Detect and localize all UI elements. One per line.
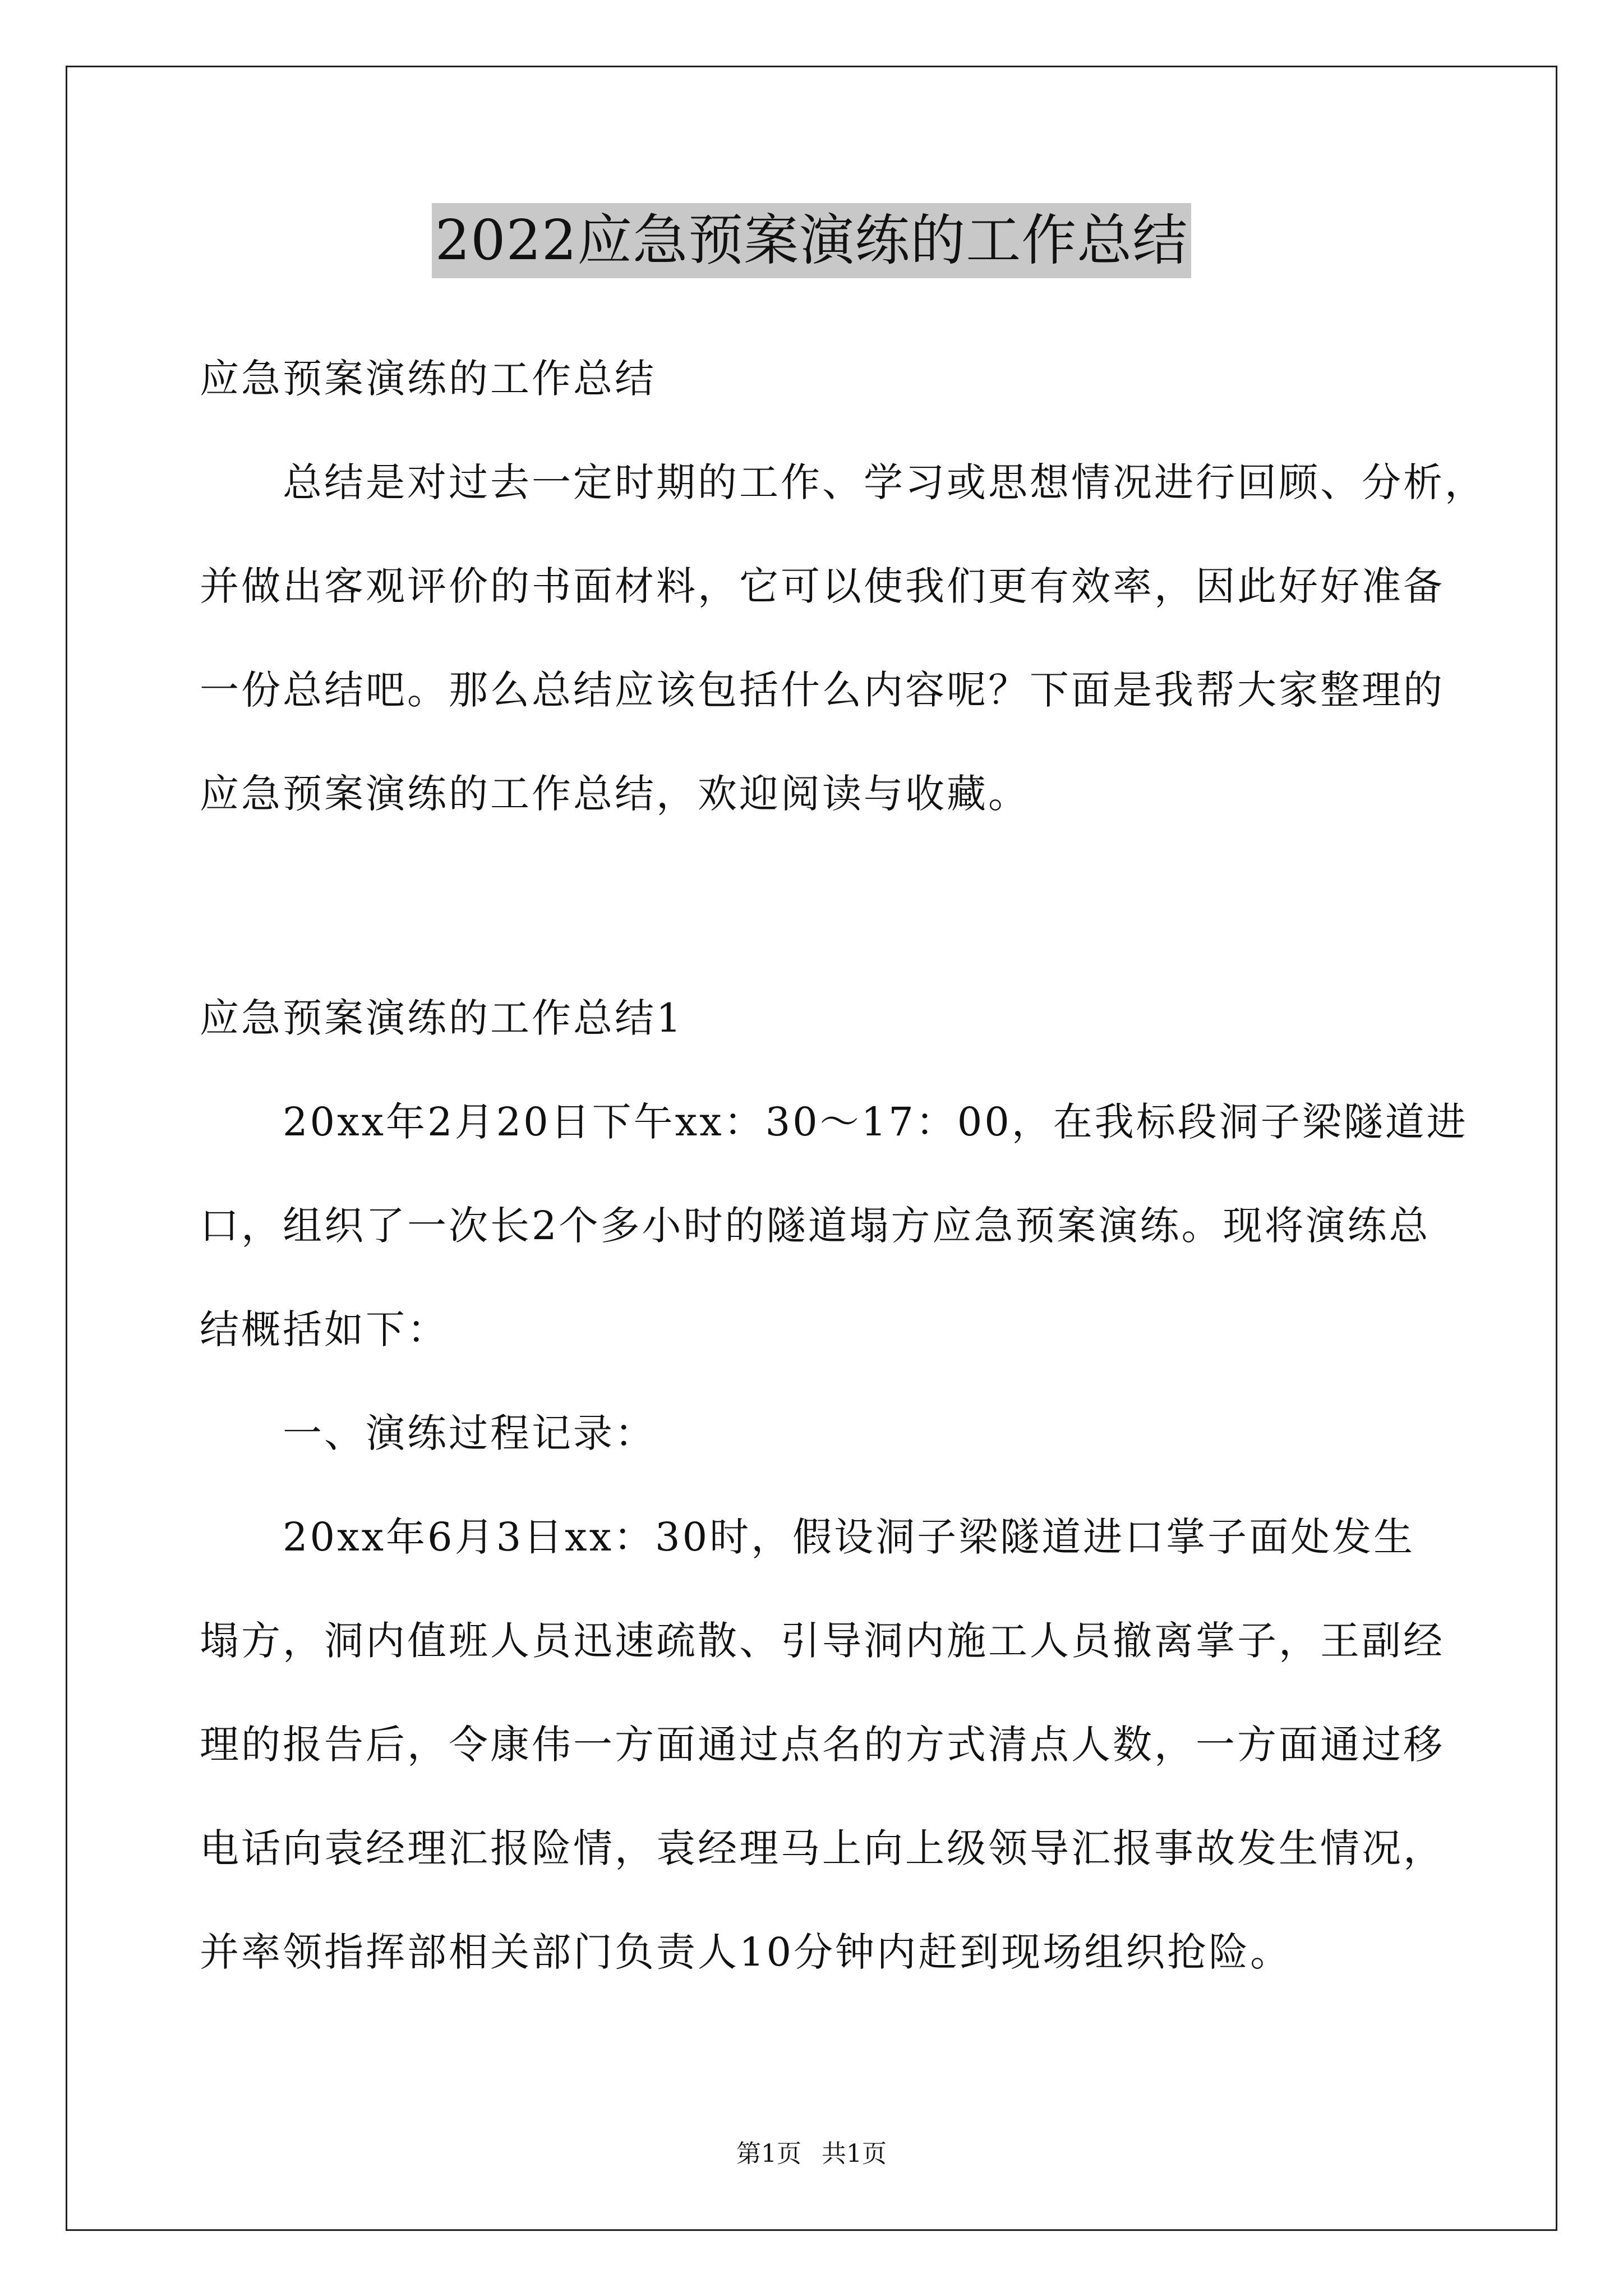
paragraph-line: 结概括如下： (200, 1306, 449, 1352)
paragraph-line: 应急预案演练的工作总结，欢迎阅读与收藏。 (200, 771, 1030, 817)
document-title: 2022应急预案演练的工作总结 (432, 203, 1191, 278)
page-number: 第1页 (736, 2139, 801, 2168)
section-heading-intro: 应急预案演练的工作总结 (200, 356, 656, 402)
paragraph-line: 总结是对过去一定时期的工作、学习或思想情况进行回顾、分析， (200, 459, 1486, 505)
paragraph-line: 20xx年6月3日xx：30时，假设洞子梁隧道进口掌子面处发生 (200, 1514, 1415, 1560)
paragraph-line: 塌方，洞内值班人员迅速疏散、引导洞内施工人员撤离掌子，王副经 (200, 1618, 1445, 1664)
paragraph-line: 20xx年2月20日下午xx：30～17：00，在我标段洞子梁隧道进 (200, 1099, 1468, 1145)
page-total: 共1页 (822, 2139, 887, 2168)
paragraph-line: 电话向袁经理汇报险情，袁经理马上向上级领导汇报事故发生情况， (200, 1825, 1445, 1871)
section-heading-1: 应急预案演练的工作总结1 (200, 995, 684, 1041)
subheading-drill-record: 一、演练过程记录： (200, 1410, 656, 1456)
paragraph-line: 并做出客观评价的书面材料，它可以使我们更有效率，因此好好准备 (200, 563, 1445, 609)
paragraph-line: 口，组织了一次长2个多小时的隧道塌方应急预案演练。现将演练总 (200, 1203, 1431, 1249)
paragraph-line: 并率领指挥部相关部门负责人10分钟内赶到现场组织抢险。 (200, 1929, 1292, 1975)
title-wrap (0, 203, 1623, 278)
page-footer (0, 2137, 1623, 2171)
paragraph-line: 理的报告后，令康伟一方面通过点名的方式清点人数，一方面通过移 (200, 1722, 1445, 1768)
paragraph-line: 一份总结吧。那么总结应该包括什么内容呢？下面是我帮大家整理的 (200, 667, 1445, 713)
